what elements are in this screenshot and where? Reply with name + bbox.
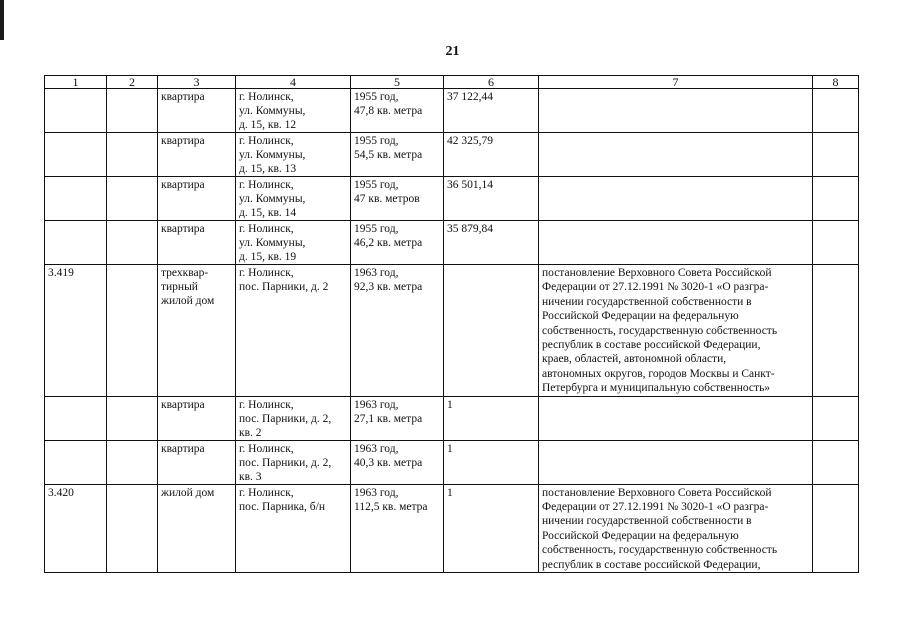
cell-line: квартира <box>161 223 205 235</box>
legal-basis-cell <box>539 221 813 265</box>
object-type-cell <box>158 221 236 265</box>
cell-line: 47 кв. метров <box>354 193 420 205</box>
column-2-cell <box>107 133 158 177</box>
object-type-cell <box>158 484 236 572</box>
year-area-cell <box>351 221 444 265</box>
cell-line: квартира <box>161 398 205 411</box>
value-cell <box>444 177 539 221</box>
item-number-cell <box>45 396 107 440</box>
object-type-cell <box>158 440 236 484</box>
table-row <box>45 440 859 484</box>
column-header: 6 <box>444 76 539 89</box>
cell-line: г. Нолинск, <box>239 223 294 235</box>
page-number: 21 <box>445 44 460 59</box>
cell-line: г. Нолинск, <box>239 442 294 455</box>
cell-line: 27,1 кв. метра <box>354 412 423 425</box>
address-cell <box>236 221 351 265</box>
column-2-cell <box>107 396 158 440</box>
cell-line: пос. Парники, д. 2, <box>239 456 332 469</box>
value-cell <box>444 133 539 177</box>
address-cell <box>236 133 351 177</box>
cell-line: 37 122,44 <box>447 91 493 103</box>
column-8-cell <box>813 484 859 572</box>
cell-line: 1963 год, <box>354 442 399 455</box>
cell-line: Федерации от 27.12.1991 № 3020-1 «О разгра- <box>542 281 769 294</box>
column-8-cell <box>813 440 859 484</box>
legal-basis-cell <box>539 484 813 572</box>
column-8-cell <box>813 265 859 397</box>
legal-basis-cell <box>539 133 813 177</box>
item-number-cell <box>45 221 107 265</box>
column-header: 4 <box>236 76 351 89</box>
cell-line: собственность, государственную собственность <box>542 544 778 557</box>
table-row <box>45 133 859 177</box>
table-row <box>45 89 859 133</box>
column-header: 1 <box>45 76 107 89</box>
table-row <box>45 177 859 221</box>
cell-line: жилой дом <box>161 486 215 499</box>
object-type-cell <box>158 133 236 177</box>
cell-line: г. Нолинск, <box>239 267 294 279</box>
column-8-cell <box>813 177 859 221</box>
table-row <box>45 396 859 440</box>
address-cell <box>236 265 351 397</box>
cell-line: 54,5 кв. метра <box>354 149 423 161</box>
object-type-cell <box>158 396 236 440</box>
cell-line: кв. 3 <box>239 470 262 483</box>
value-cell <box>444 89 539 133</box>
cell-line: Федерации от 27.12.1991 № 3020-1 «О разгра- <box>542 501 769 514</box>
cell-line: республик в составе российской Федерации, <box>542 558 761 571</box>
cell-line: квартира <box>161 179 205 191</box>
address-cell <box>236 177 351 221</box>
legal-basis-cell <box>539 396 813 440</box>
cell-line: квартира <box>161 91 205 103</box>
cell-line: 1963 год, <box>354 267 399 279</box>
address-cell <box>236 396 351 440</box>
column-2-cell <box>107 265 158 397</box>
cell-line: 1955 год, <box>354 179 399 191</box>
cell-line: ничении государственной собственности в <box>542 515 752 528</box>
object-type-cell <box>158 89 236 133</box>
cell-line: г. Нолинск, <box>239 398 294 411</box>
cell-line: краев, областей, автономной области, <box>542 353 727 366</box>
value-cell <box>444 396 539 440</box>
value-cell <box>444 484 539 572</box>
cell-line: 1 <box>447 442 453 455</box>
cell-line: 1 <box>447 486 453 499</box>
address-cell <box>236 89 351 133</box>
address-cell <box>236 440 351 484</box>
cell-line: 1955 год, <box>354 91 399 103</box>
cell-line: 1955 год, <box>354 223 399 235</box>
legal-basis-cell <box>539 89 813 133</box>
cell-line: 92,3 кв. метра <box>354 281 423 293</box>
table-row <box>45 265 859 397</box>
cell-line: кв. 2 <box>239 426 262 439</box>
value-cell <box>444 265 539 397</box>
cell-line: ничении государственной собственности в <box>542 295 752 308</box>
header-row <box>45 76 859 89</box>
column-2-cell <box>107 484 158 572</box>
item-number-cell <box>45 440 107 484</box>
cell-line: квартира <box>161 442 205 455</box>
year-area-cell <box>351 396 444 440</box>
cell-line: постановление Верховного Совета Российской <box>542 486 772 499</box>
column-8-cell <box>813 89 859 133</box>
cell-line: д. 15, кв. 14 <box>239 207 297 219</box>
address-cell <box>236 484 351 572</box>
column-2-cell <box>107 221 158 265</box>
cell-line: пос. Парника, б/н <box>239 500 325 513</box>
table-row <box>45 221 859 265</box>
cell-line: ул. Коммуны, <box>239 149 306 161</box>
column-header: 3 <box>158 76 236 89</box>
column-2-cell <box>107 440 158 484</box>
value-cell <box>444 440 539 484</box>
year-area-cell <box>351 89 444 133</box>
cell-line: ул. Коммуны, <box>239 105 306 117</box>
item-number-cell: 3.419 <box>45 265 107 397</box>
column-header: 2 <box>107 76 158 89</box>
legal-basis-cell <box>539 440 813 484</box>
cell-line: квартира <box>161 135 205 147</box>
cell-line: 36 501,14 <box>447 179 493 191</box>
item-number-cell: 3.420 <box>45 484 107 572</box>
cell-line: пос. Парники, д. 2 <box>239 281 329 293</box>
legal-basis-cell <box>539 265 813 397</box>
cell-line: д. 15, кв. 13 <box>239 163 297 175</box>
cell-line: ул. Коммуны, <box>239 237 306 249</box>
cell-line: трехквар- <box>161 267 209 279</box>
cell-line: Российской Федерации на федеральную <box>542 529 739 542</box>
table-row <box>45 484 859 572</box>
cell-line: д. 15, кв. 19 <box>239 251 297 263</box>
scan-edge-mark <box>0 0 4 40</box>
cell-line: ул. Коммуны, <box>239 193 306 205</box>
cell-line: 40,3 кв. метра <box>354 456 423 469</box>
column-header: 5 <box>351 76 444 89</box>
column-header: 7 <box>539 76 813 89</box>
cell-line: 42 325,79 <box>447 135 493 147</box>
column-8-cell <box>813 396 859 440</box>
item-number-cell <box>45 89 107 133</box>
cell-line: 1963 год, <box>354 398 399 411</box>
cell-line: г. Нолинск, <box>239 179 294 191</box>
cell-line: 35 879,84 <box>447 223 493 235</box>
item-number-cell <box>45 177 107 221</box>
cell-line: собственность, государственную собственность <box>542 324 778 337</box>
registry-table <box>44 75 859 573</box>
year-area-cell <box>351 133 444 177</box>
year-area-cell <box>351 265 444 397</box>
object-type-cell <box>158 177 236 221</box>
cell-line: пос. Парники, д. 2, <box>239 412 332 425</box>
cell-line: г. Нолинск, <box>239 486 294 499</box>
cell-line: 112,5 кв. метра <box>354 500 428 513</box>
year-area-cell <box>351 484 444 572</box>
cell-line: постановление Верховного Совета Российской <box>542 267 772 279</box>
cell-line: республик в составе российской Федерации, <box>542 339 761 352</box>
column-header: 8 <box>813 76 859 89</box>
cell-line: 1 <box>447 398 453 411</box>
column-2-cell <box>107 89 158 133</box>
cell-line: г. Нолинск, <box>239 91 294 103</box>
cell-line: 47,8 кв. метра <box>354 105 423 117</box>
cell-line: д. 15, кв. 12 <box>239 119 297 131</box>
item-number-cell <box>45 133 107 177</box>
cell-line: 1963 год, <box>354 486 399 499</box>
legal-basis-cell <box>539 177 813 221</box>
year-area-cell <box>351 177 444 221</box>
cell-line: 1955 год, <box>354 135 399 147</box>
value-cell <box>444 221 539 265</box>
cell-line: Петербурга и муниципальную собственность» <box>542 382 771 395</box>
cell-line: тирный <box>161 281 198 293</box>
cell-line: 46,2 кв. метра <box>354 237 423 249</box>
year-area-cell <box>351 440 444 484</box>
cell-line: г. Нолинск, <box>239 135 294 147</box>
column-2-cell <box>107 177 158 221</box>
column-8-cell <box>813 221 859 265</box>
column-8-cell <box>813 133 859 177</box>
cell-line: Российской Федерации на федеральную <box>542 310 739 323</box>
cell-line: жилой дом <box>161 295 215 307</box>
object-type-cell <box>158 265 236 397</box>
cell-line: автономных округов, городов Москвы и Санкт- <box>542 367 775 380</box>
